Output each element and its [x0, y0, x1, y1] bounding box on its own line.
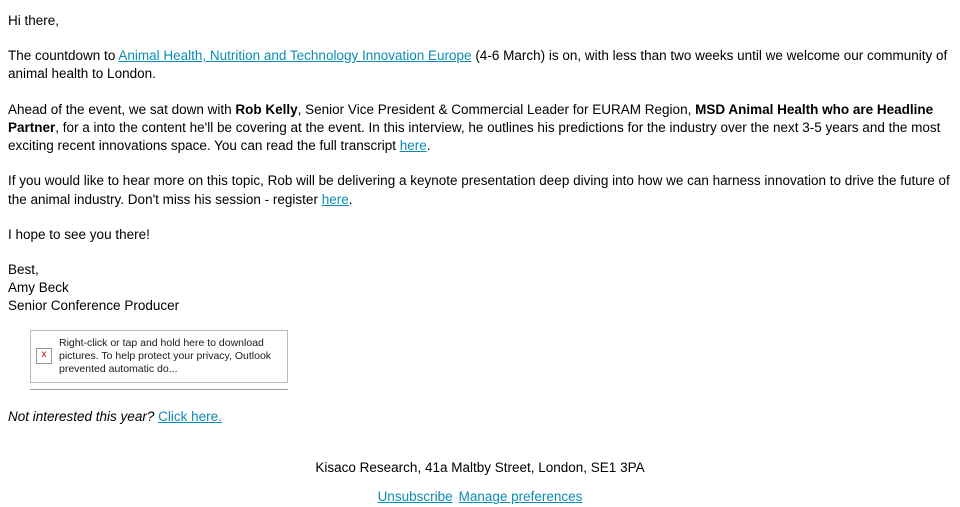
transcript-link[interactable]: here — [399, 138, 427, 154]
company-address: Kisaco Research, 41a Maltby Street, London, SE1 3PA — [315, 460, 645, 476]
horizontal-divider — [30, 389, 288, 390]
interview-text-2: , Senior Vice President & Commercial Leader for EURAM Region, — [297, 101, 696, 117]
greeting-paragraph: Hi there, — [8, 13, 60, 28]
interview-text-3: , for a into the content he'll be covering at the event. In this interview, he outlines his predictions for the industry over the next 3-5 years and the most exciting recent innovations space. You can read the full transcript — [8, 119, 941, 154]
optout-link[interactable]: Click here. — [158, 409, 222, 424]
countdown-text-after: (4-6 March) is on, with less than two weeks until we welcome our community of animal health to London. — [8, 48, 948, 82]
signature-name: Amy Beck — [8, 280, 69, 296]
email-footer — [8, 459, 952, 506]
broken-image-icon: x — [36, 348, 52, 364]
optout-text: Not interested this year? — [8, 409, 159, 424]
signature-best: Best, — [8, 261, 39, 277]
unsubscribe-link[interactable]: Unsubscribe — [377, 489, 453, 505]
manage-preferences-link[interactable]: Manage preferences — [458, 489, 583, 505]
partner-name: MSD Animal Health who are Headline Partner — [8, 101, 934, 135]
blocked-image-message: Right-click or tap and hold here to download pictures. To help protect your privacy, Outlook prevented automatic do... — [59, 336, 272, 375]
optout-line — [8, 408, 952, 426]
countdown-paragraph — [8, 47, 952, 83]
closing-paragraph: I hope to see you there! — [8, 226, 150, 242]
keynote-paragraph — [8, 172, 952, 208]
interview-text-4: . — [426, 138, 431, 154]
blocked-image-placeholder[interactable] — [30, 330, 288, 383]
speaker-name: Rob Kelly — [235, 101, 298, 117]
signature-block — [8, 261, 952, 316]
signature-title: Senior Conference Producer — [8, 298, 180, 314]
keynote-text-before: If you would like to hear more on this topic, Rob will be delivering a keynote presentation deep diving into how we can harness innovation to drive the future of the animal industry. Don't miss his session - register — [8, 173, 950, 207]
event-link[interactable]: Animal Health, Nutrition and Technology Innovation Europe — [118, 48, 472, 64]
interview-text-1: Ahead of the event, we sat down with — [8, 101, 236, 117]
keynote-text-after: . — [348, 191, 353, 207]
footer-links — [8, 488, 952, 506]
interview-paragraph — [8, 101, 952, 156]
register-link[interactable]: here — [321, 191, 349, 207]
countdown-text-before: The countdown to — [8, 48, 119, 64]
